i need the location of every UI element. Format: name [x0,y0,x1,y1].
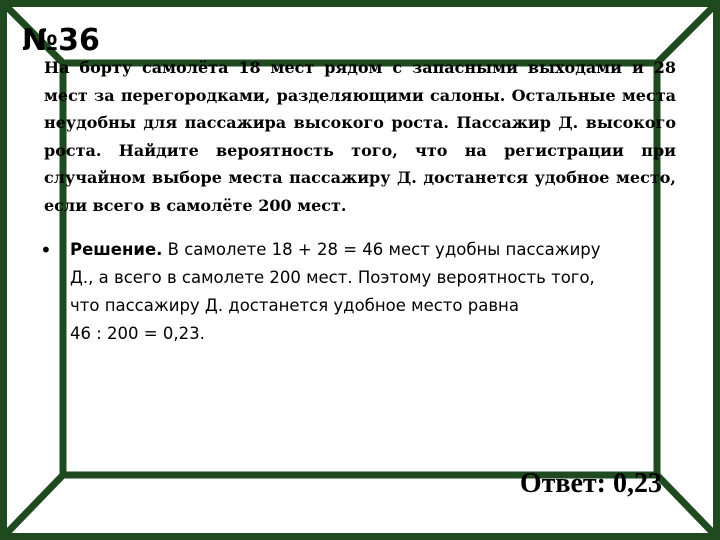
solution-label: Решение. [70,240,163,259]
solution-line-1 [70,236,680,264]
solution-line-4: 46 : 200 = 0,23. [70,324,205,343]
solution-body [70,236,680,348]
bullet-icon: • [40,238,52,262]
solution-line-3: что пассажиру Д. достанется удобное место равна [70,296,519,315]
answer-text: Ответ: 0,23 [519,468,662,499]
corner-line-bottom-right [657,475,717,537]
problem-number-title: №36 [22,23,100,58]
corner-line-bottom-left [4,475,64,537]
solution-line-2: Д., а всего в самолете 200 мест. Поэтому вероятность того, [70,268,595,287]
solution-line-1-text: В самолете 18 + 28 = 46 мест удобны пассажиру [167,240,601,259]
problem-text: На борту самолёта 18 мест рядом с запасными выходами и 28 мест за перегородками, разделяющими салоны. Остальные места неудобны для пассажира высокого роста. Пассажир Д. высокого роста. Найдите вероятность того, что на регистрации при случайном выборе места пассажиру Д. достанется удобное место, если всего в самолёте 200 мест. [44,58,676,215]
solution-block [40,236,680,348]
